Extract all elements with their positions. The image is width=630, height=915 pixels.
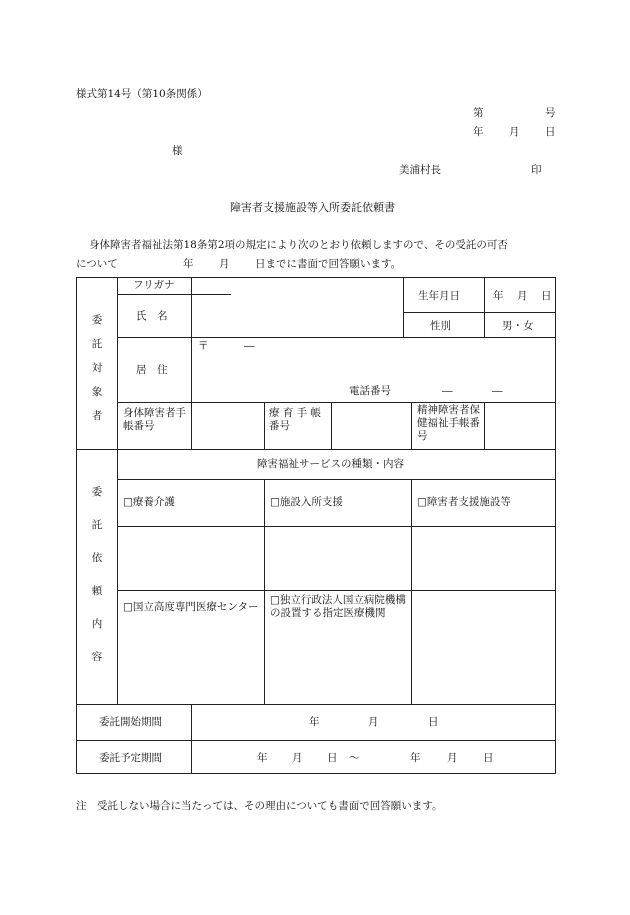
physical-cert-label: 身体障害者手帳番号 bbox=[123, 407, 186, 432]
sender: 美浦村長 bbox=[399, 164, 441, 176]
phone-dash-1: ― bbox=[442, 385, 453, 397]
option-national-center: □国立高度専門医療センター bbox=[123, 601, 259, 613]
gender-label: 性別 bbox=[430, 320, 451, 332]
option-national-hospital: □独立行政法人国立病院機構の設置する指定医療機関 bbox=[270, 594, 406, 619]
date-day: 日 bbox=[545, 126, 556, 138]
doc-number-prefix: 第 bbox=[473, 107, 484, 119]
intro-line-1: 身体障害者福祉法第18条第2項の規定により次のとおり依頼しますので、その受託の可否 bbox=[89, 239, 508, 251]
birthdate-label: 生年月日 bbox=[418, 290, 460, 302]
planned-period-label: 委託予定期間 bbox=[99, 752, 162, 764]
doc-number-suffix: 号 bbox=[545, 107, 556, 119]
intro-line-2a: について bbox=[76, 258, 118, 270]
intro-line-2-month: 月 bbox=[219, 258, 230, 270]
date-year: 年 bbox=[473, 126, 484, 138]
mental-cert-label: 精神障害者保健福祉手帳番号 bbox=[417, 404, 480, 442]
planned-day-1: 日 bbox=[327, 752, 338, 764]
footnote: 注 受託しない場合に当たっては、その理由についても書面で回答願います。 bbox=[76, 800, 443, 812]
option-facility-admission: □施設入所支援 bbox=[270, 496, 343, 508]
request-side-label: 委 託 依 頼 内 容 bbox=[91, 486, 103, 663]
postal-mark: 〒 bbox=[198, 340, 209, 352]
document-title: 障害者支援施設等入所委託依頼書 bbox=[230, 201, 395, 214]
birth-month: 月 bbox=[517, 290, 528, 302]
service-header: 障害福祉サービスの種類・内容 bbox=[257, 458, 404, 470]
gender-options: 男・女 bbox=[502, 320, 534, 332]
planned-year-1: 年 bbox=[257, 752, 268, 764]
planned-year-2: 年 bbox=[410, 752, 421, 764]
start-month: 月 bbox=[368, 716, 379, 728]
period-tilde: ～ bbox=[349, 752, 360, 764]
planned-month-2: 月 bbox=[447, 752, 458, 764]
start-day: 日 bbox=[428, 716, 439, 728]
subject-side-label: 委 託 対 象 者 bbox=[91, 314, 103, 422]
option-support-facility: □障害者支援施設等 bbox=[417, 496, 511, 508]
intro-line-2-rest: 日までに書面で回答願います。 bbox=[255, 258, 402, 270]
option-nursing-care: □療養介護 bbox=[123, 496, 175, 508]
postal-dash: ― bbox=[244, 340, 255, 352]
phone-label: 電話番号 bbox=[349, 385, 391, 397]
seal-mark: 印 bbox=[531, 164, 542, 176]
form-number: 様式第14号（第10条関係） bbox=[76, 88, 208, 100]
birth-year: 年 bbox=[493, 290, 504, 302]
planned-month-1: 月 bbox=[292, 752, 303, 764]
request-form-table bbox=[76, 277, 556, 774]
start-period-label: 委託開始期間 bbox=[99, 716, 162, 728]
address-label: 居 住 bbox=[136, 364, 168, 376]
addressee-suffix: 様 bbox=[172, 145, 183, 157]
intro-line-2-year: 年 bbox=[183, 258, 194, 270]
name-label: 氏 名 bbox=[136, 310, 168, 322]
date-month: 月 bbox=[509, 126, 520, 138]
start-year: 年 bbox=[309, 716, 320, 728]
phone-dash-2: ― bbox=[492, 385, 503, 397]
furigana-label: フリガナ bbox=[133, 279, 175, 291]
planned-day-2: 日 bbox=[483, 752, 494, 764]
birth-day: 日 bbox=[541, 290, 552, 302]
rehab-cert-label: 療 育 手 帳 番号 bbox=[269, 407, 322, 432]
